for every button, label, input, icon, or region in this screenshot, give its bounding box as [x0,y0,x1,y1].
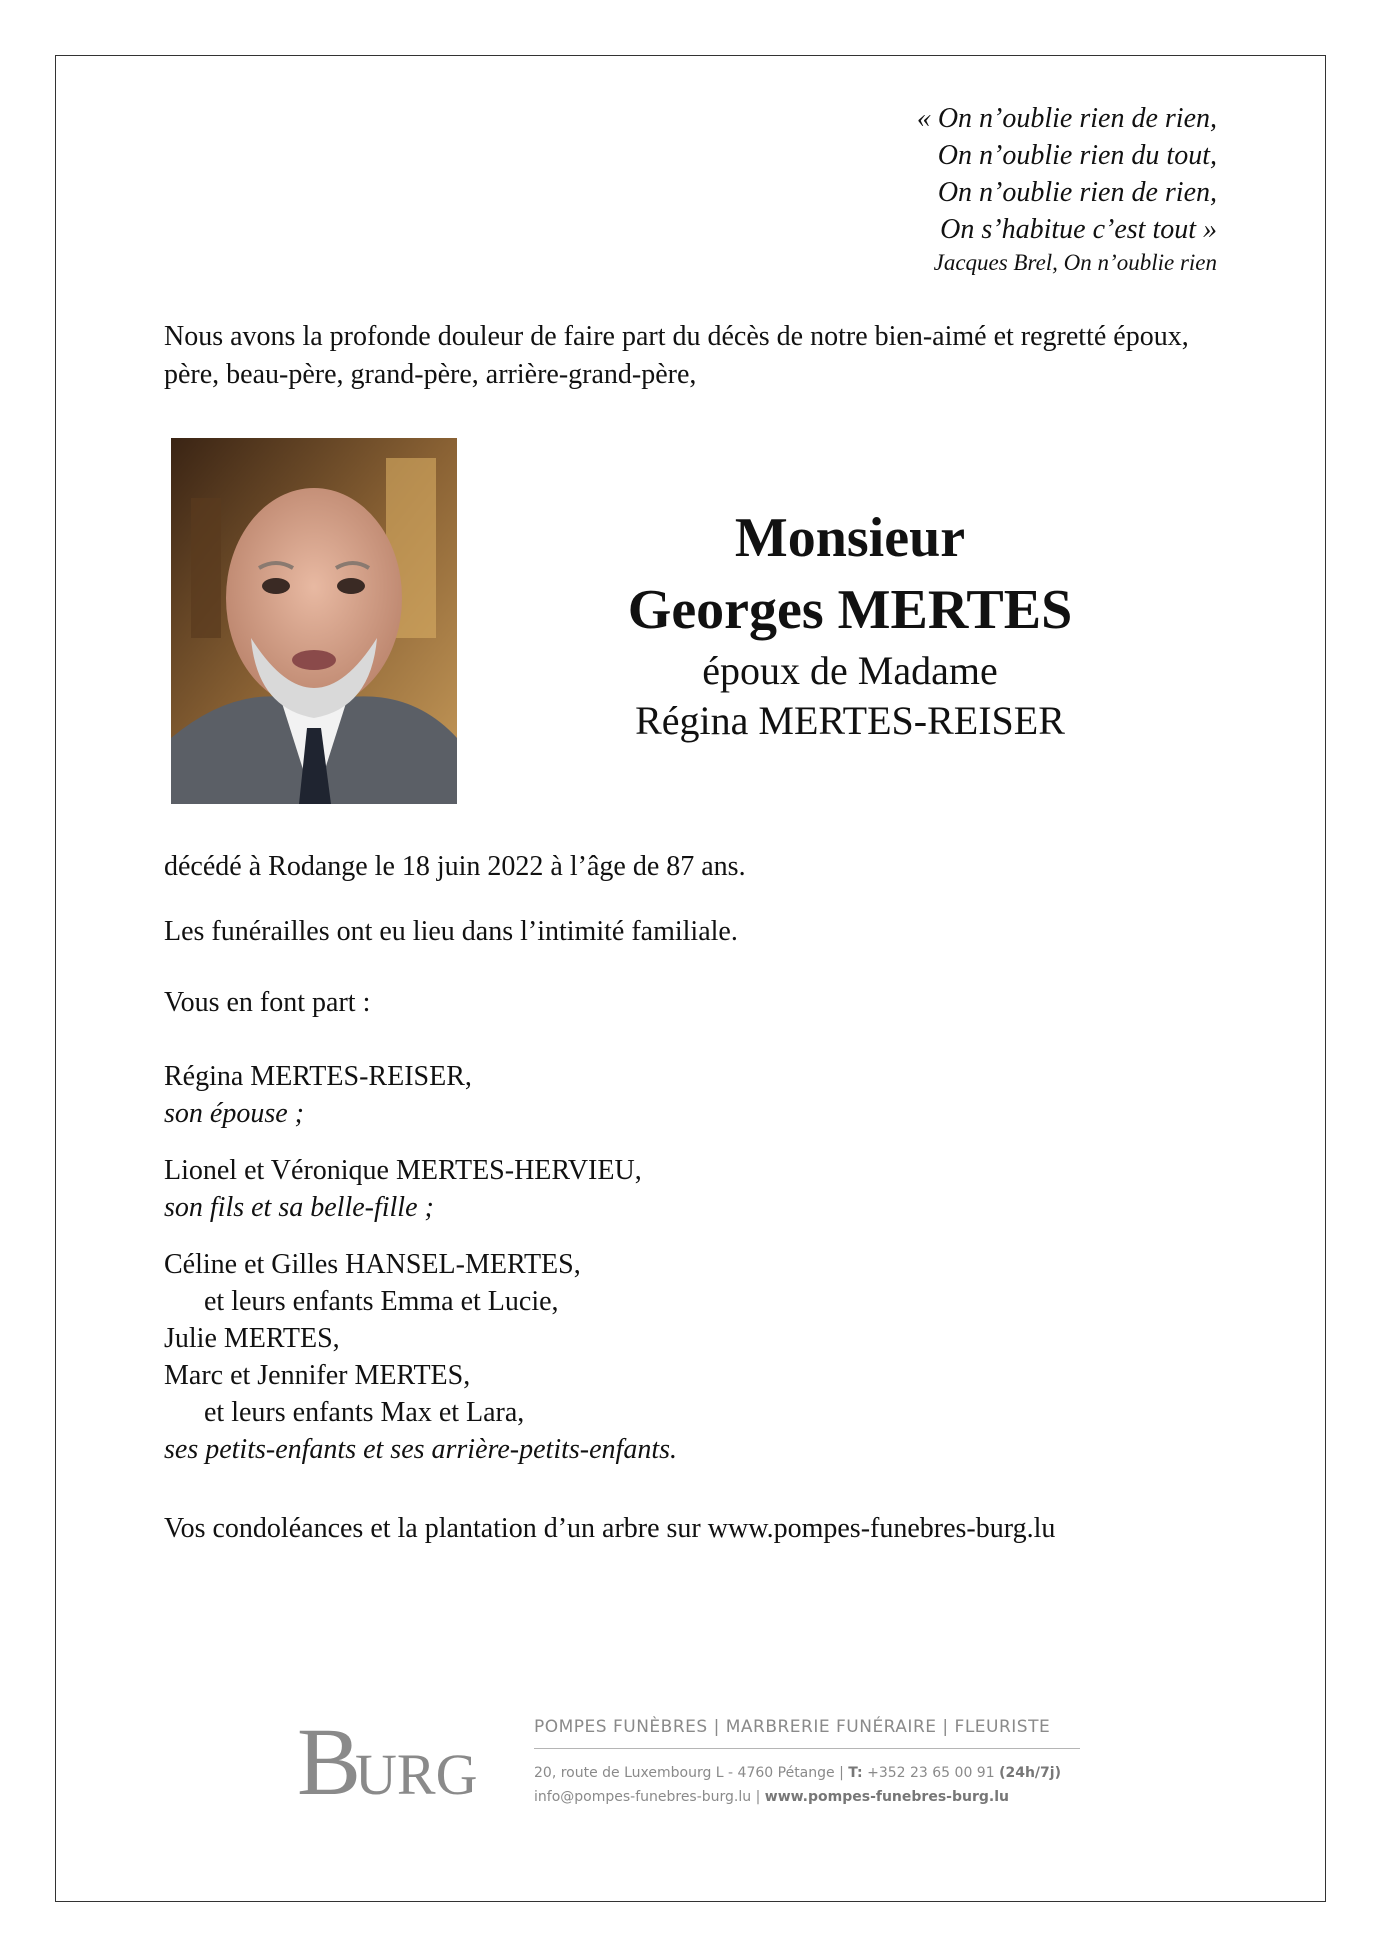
footer-divider [534,1748,1080,1749]
family-spouse [164,1058,472,1132]
footer-email[interactable]: info@pompes-funebres-burg.lu | [534,1789,765,1805]
family-role: son épouse ; [164,1098,304,1129]
family-grandchildren [164,1246,677,1468]
deceased-name: Georges MERTES [627,579,1073,641]
footer-phone: +352 23 65 00 91 [862,1765,1000,1781]
spouse-line-2: Régina MERTES-REISER [635,698,1065,743]
death-notice: décédé à Rodange le 18 juin 2022 à l’âge de 87 ans. [164,851,746,882]
family-children: et leurs enfants Emma et Lucie, [204,1286,559,1317]
intro-text: Nous avons la profonde douleur de faire part du décès de notre bien-aimé et regretté époux, père, beau-père, grand-père, arrière-grand-père, [164,321,1189,390]
footer-services: POMPES FUNÈBRES | MARBRERIE FUNÉRAIRE | FLEURISTE [534,1717,1051,1737]
family-member-name: Marc et Jennifer MERTES, [164,1360,471,1391]
quote-attribution: Jacques Brel, On n’oublie rien [933,250,1217,275]
burg-logo [297,1712,487,1804]
family-role: son fils et sa belle-fille ; [164,1192,434,1223]
footer-website[interactable]: www.pompes-funebres-burg.lu [764,1789,1009,1805]
family-member-name: Régina MERTES-REISER, [164,1061,472,1092]
family-member-name: Julie MERTES, [164,1323,340,1354]
footer-address-line [534,1761,1080,1785]
family-son [164,1152,642,1226]
funeral-notice: Les funérailles ont eu lieu dans l’intimité familiale. [164,916,738,947]
family-member-name: Céline et Gilles HANSEL-MERTES, [164,1249,581,1280]
footer-contact [534,1712,1080,1809]
footer-web-line [534,1785,1080,1809]
footer-phone-hours: (24h/7j) [999,1765,1061,1781]
family-member-name: Lionel et Véronique MERTES-HERVIEU, [164,1155,642,1186]
family-role: ses petits-enfants et ses arrière-petits-enfants. [164,1434,677,1465]
portrait-photo [171,438,457,804]
logo-letter-b: B [297,1712,362,1804]
honorific: Monsieur [734,507,966,569]
quote-line: On s’habitue c’est tout » [940,214,1217,245]
deceased-name-block [560,502,1140,746]
logo-letters: URG [355,1742,478,1804]
footer-address: 20, route de Luxembourg L - 4760 Pétange | [534,1765,849,1781]
quote-block [917,100,1217,278]
quote-line: On n’oublie rien de rien, [937,177,1217,208]
family-children: et leurs enfants Max et Lara, [204,1397,525,1428]
footer-phone-label: T: [848,1765,863,1781]
condolences-text: Vos condoléances et la plantation d’un arbre sur www.pompes-funebres-burg.lu [164,1513,1056,1544]
announcers-heading: Vous en font part : [164,987,371,1018]
quote-line: On n’oublie rien du tout, [937,140,1217,171]
quote-line: « On n’oublie rien de rien, [916,103,1217,134]
spouse-line-1: époux de Madame [702,648,998,693]
